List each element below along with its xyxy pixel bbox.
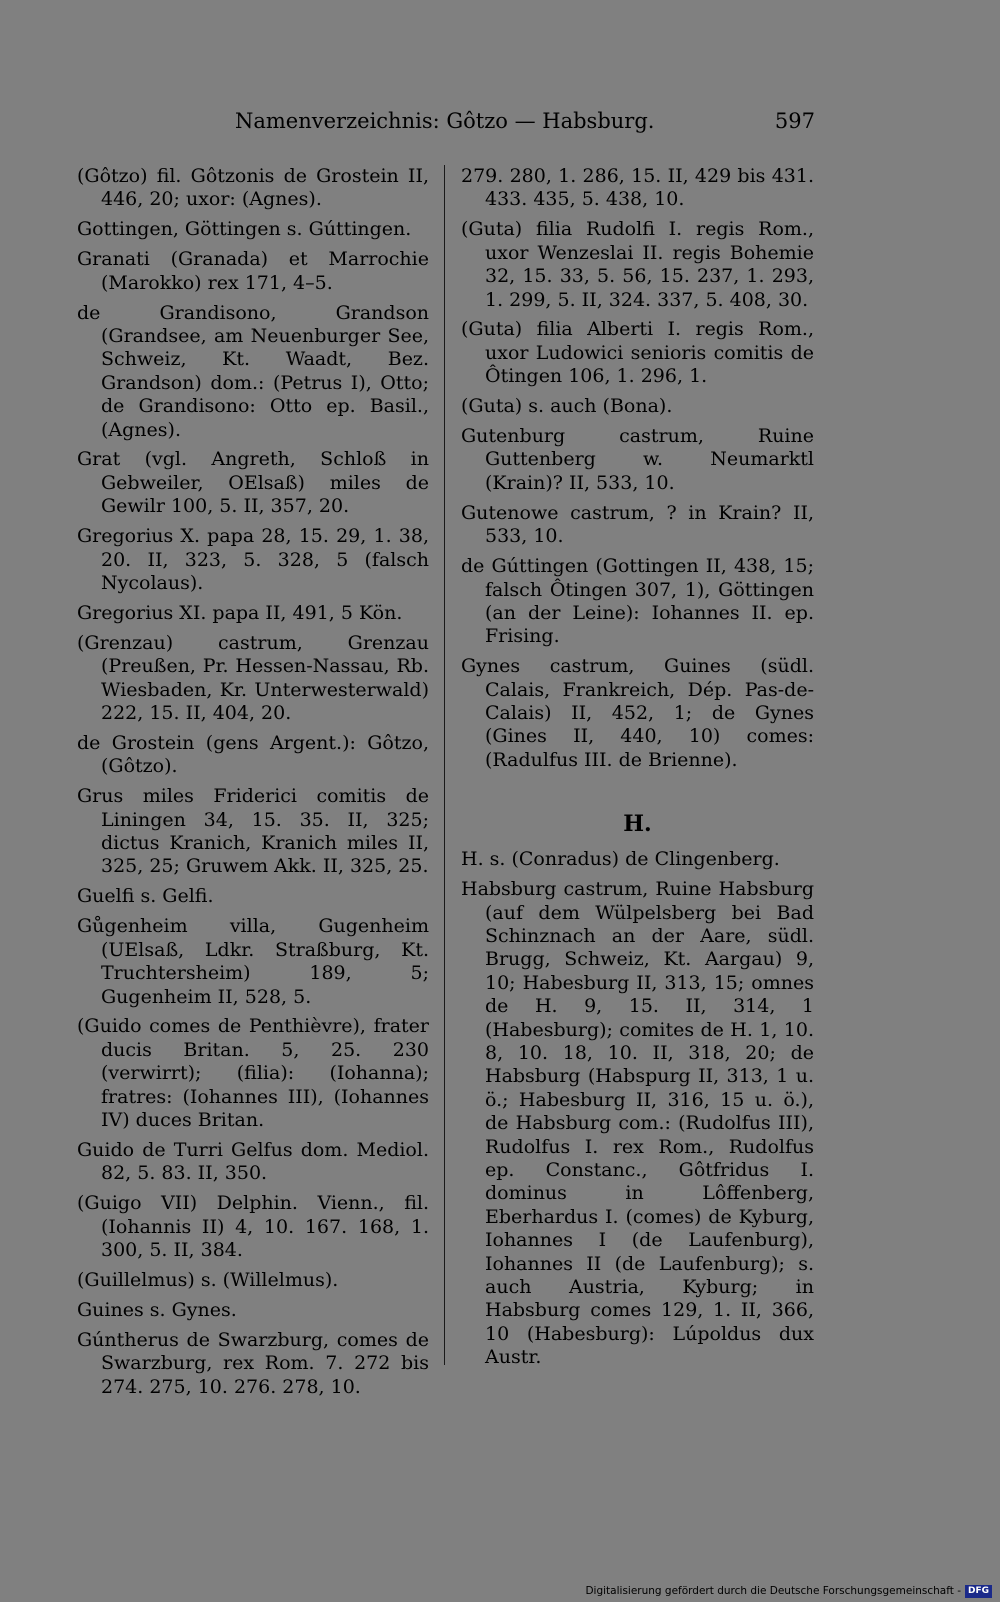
index-entry: (Guta) filia Alberti I. regis Rom., uxor Ludowici senioris comitis de Ôtingen 106, 1. 296, 1.: [461, 318, 814, 388]
index-entry: Gutenowe castrum, ? in Krain? II, 533, 10.: [461, 501, 814, 548]
index-entry: (Guta) s. auch (Bona).: [461, 395, 673, 418]
index-entry: (Grenzau) castrum, Grenzau (Preußen, Pr. Hessen-Nassau, Rb. Wiesbaden, Kr. Unterwesterwald) 222, 15. II, 404, 20.: [77, 631, 429, 725]
index-entry: Gottingen, Göttingen s. Gúttingen.: [77, 218, 412, 241]
page-header: [235, 105, 815, 137]
index-entry: Gůgenheim villa, Gugenheim (UElsaß, Ldkr. Straßburg, Kt. Truchtersheim) 189, 5; Gugenheim II, 528, 5.: [77, 915, 429, 1008]
left-column: [77, 165, 429, 1406]
page-number: 597: [774, 109, 815, 133]
index-entry: Gregorius XI. papa II, 491, 5 Kön.: [77, 601, 403, 624]
index-entry: Guelfi s. Gelfi.: [77, 885, 214, 908]
index-entry: Gutenburg castrum, Ruine Guttenberg w. Neumarktl (Krain)? II, 533, 10.: [461, 425, 814, 494]
index-entry: Guido de Turri Gelfus dom. Mediol. 82, 5. 83. II, 350.: [77, 1138, 429, 1185]
index-entry: (Gôtzo) fil. Gôtzonis de Grostein II, 446, 20; uxor: (Agnes).: [77, 165, 429, 211]
index-entry: Granati (Granada) et Marrochie (Marokko) rex 171, 4–5.: [77, 248, 429, 294]
footer-text: Digitalisierung gefördert durch die Deutsche Forschungsgemeinschaft -: [585, 1585, 961, 1597]
index-entry: Habsburg castrum, Ruine Habsburg (auf dem Wülpelsberg bei Bad Schinznach an der Aare, südl. Brugg, Schweiz, Kt. Aargau) 9, 10; Habesburg II, 313, 15; omnes de H. 9, 15. II, 314, 1 (Habesburg); comites de H. 1, 10. 8, 10. 18, 10. II, 318, 20; de Habsburg (Habspurg II, 313, 1 u. ö.; Habesburg II, 316, 15 u. ö.), de Habsburg com.: (Rudolfus III), Rudolfus I. rex Rom., Rudolfus ep. Constanc., Gôtfridus I. dominus in Lôffenberg, Eberhardus I. (comes) de Kyburg, Iohannes I (de Laufenburg), Iohannes II (de Laufenburg); s. auch Austria, Kyburg; in Habsburg comes 129, 1. II, 366, 10 (Habesburg): Lúpoldus dux Austr.: [461, 878, 814, 1369]
index-entry: (Guigo VII) Delphin. Vienn., fil. (Iohannis II) 4, 10. 167. 168, 1. 300, 5. II, 384.: [77, 1192, 429, 1262]
index-entry: de Grandisono, Grandson (Grandsee, am Neuenburger See, Schweiz, Kt. Waadt, Bez. Grandson) dom.: (Petrus I), Otto; de Grandisono: Otto ep. Basil., (Agnes).: [77, 301, 429, 441]
column-divider: [444, 165, 445, 1365]
index-entry: Grat (vgl. Angreth, Schloß in Gebweiler, OElsaß) miles de Gewilr 100, 5. II, 357, 20.: [77, 448, 429, 518]
index-entry: de Grostein (gens Argent.): Gôtzo, (Gôtzo).: [77, 731, 429, 778]
running-title: Namenverzeichnis: Gôtzo — Habsburg.: [235, 109, 655, 133]
section-heading-h: H.: [623, 811, 652, 838]
index-entry: (Guillelmus) s. (Willelmus).: [77, 1268, 339, 1291]
index-entry: Grus miles Friderici comitis de Liningen 34, 15. 35. II, 325; dictus Kranich, Kranich miles II, 325, 25; Gruwem Akk. II, 325, 25.: [77, 785, 429, 878]
index-entry: (Guido comes de Penthièvre), frater ducis Britan. 5, 25. 230 (verwirrt); (filia): (Iohanna); fratres: (Iohannes III), (Iohannes IV) duces Britan.: [77, 1015, 429, 1132]
index-entry: 279. 280, 1. 286, 15. II, 429 bis 431. 433. 435, 5. 438, 10.: [461, 165, 814, 211]
index-entry: Gúntherus de Swarzburg, comes de Swarzburg, rex Rom. 7. 272 bis 274. 275, 10. 276. 278, 10.: [77, 1328, 429, 1398]
index-entry: (Guta) filia Rudolfi I. regis Rom., uxor Wenzeslai II. regis Bohemie 32, 15. 33, 5. 56, 15. 237, 1. 293, 1. 299, 5. II, 324. 337, 5. 408, 30.: [461, 218, 814, 311]
index-entry: Guines s. Gynes.: [77, 1298, 237, 1321]
index-entry: de Gúttingen (Gottingen II, 438, 15; falsch Ôtingen 307, 1), Göttingen (an der Leine): Iohannes II. ep. Frising.: [461, 555, 814, 648]
index-entry: Gynes castrum, Guines (südl. Calais, Frankreich, Dép. Pas-de-Calais) II, 452, 1; de Gynes (Gines II, 440, 10) comes: (Radulfus III. de Brienne).: [461, 655, 814, 771]
digitization-footer: [585, 1583, 992, 1599]
index-entry: Gregorius X. papa 28, 15. 29, 1. 38, 20. II, 323, 5. 328, 5 (falsch Nycolaus).: [77, 525, 429, 594]
index-entry: H. s. (Conradus) de Clingenberg.: [461, 848, 780, 871]
right-column: [461, 165, 814, 1376]
dfg-logo: DFG: [965, 1585, 992, 1598]
